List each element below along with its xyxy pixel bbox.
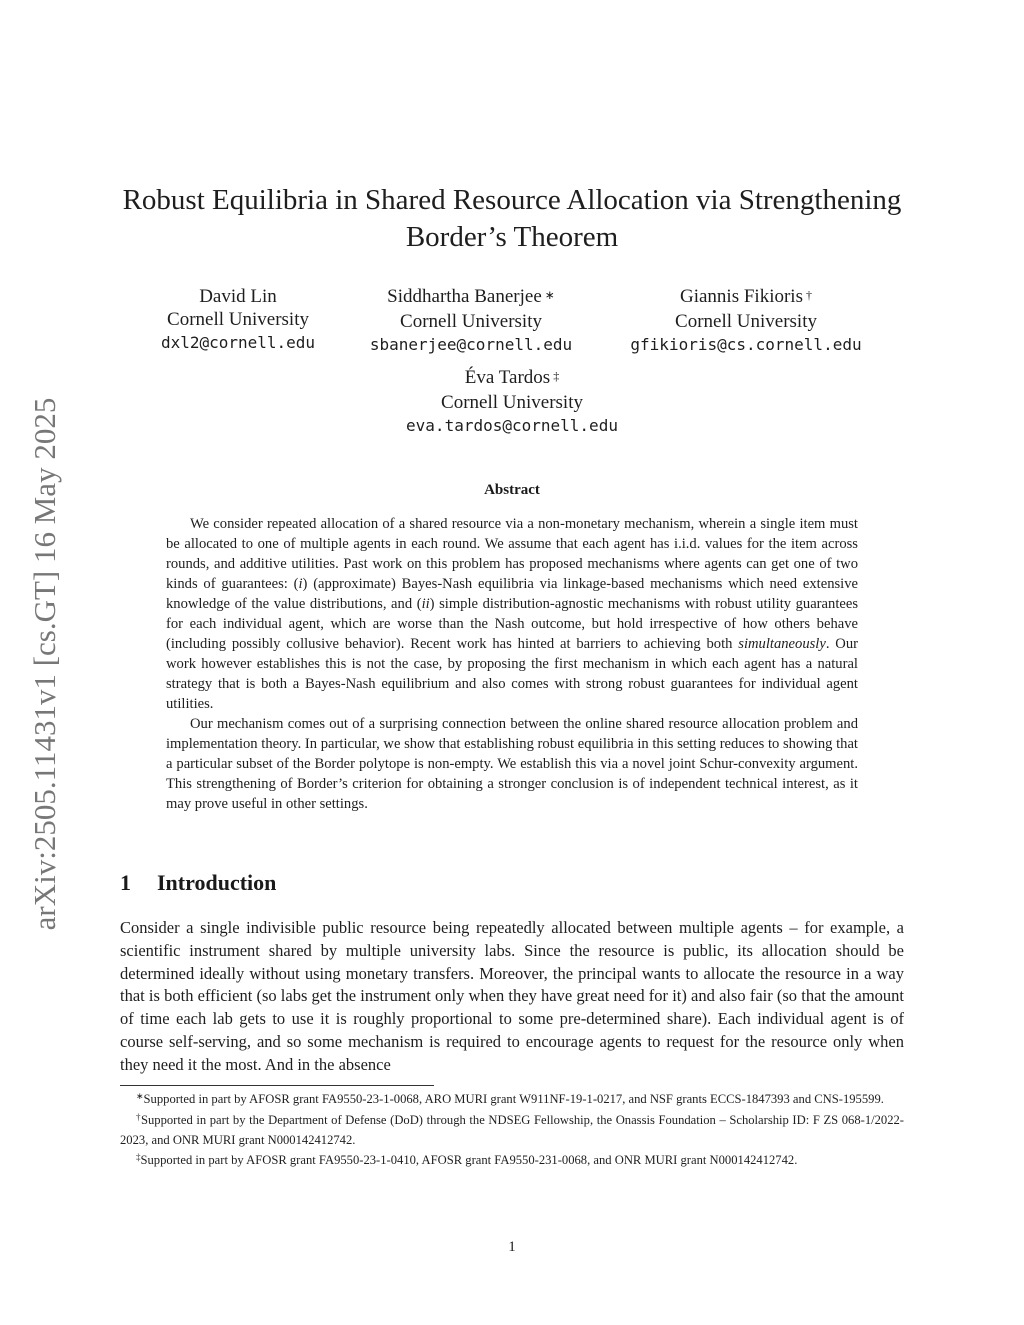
- footnote: †Supported in part by the Department of Defense (DoD) through the NDSEG Fellowship, the Onassis Foundation – Scholarship ID: F ZS 068-1/2022-2023, and ONR MURI grant N000142412742.: [120, 1111, 905, 1147]
- author-email[interactable]: dxl2@cornell.edu: [160, 333, 316, 352]
- arxiv-identifier-stamp: arXiv:2505.11431v1 [cs.GT] 16 May 2025: [27, 397, 62, 931]
- author-block: [138, 285, 338, 354]
- abstract-paragraph: We consider repeated allocation of a shared resource via a non-monetary mechanism, wherein a single item must be allocated to one of multiple agents in each round. We assume that each agent has i.i.d. values for the item across rounds, and additive utilities. Past work on this problem has proposed mechanisms where agents can get one of two kinds of guarantees: (i) (approximate) Bayes-Nash equilibria via linkage-based mechanisms which need extensive knowledge of the value distributions, and (ii) simple distribution-agnostic mechanisms with robust utility guarantees for each individual agent, which are worse than the Nash outcome, but hold irrespective of how others behave (including possibly collusive behavior). Recent work has hinted at barriers to achieving both simultaneously. Our work however establishes this is not the case, by proposing the first mechanism in which each agent has a natural strategy that is both a Bayes-Nash equilibrium and also comes with strong robust guarantees for individual agent utilities.: [166, 516, 859, 712]
- author-block: [356, 285, 586, 356]
- author-name: David Lin: [199, 286, 277, 307]
- author-email[interactable]: gfikioris@cs.cornell.edu: [630, 335, 862, 354]
- abstract-paragraph: Our mechanism comes out of a surprising connection between the online shared resource allocation problem and implementation theory. In particular, we show that establishing robust equilibria in this setting reduces to showing that a particular subset of the Border polytope is non-empty. We establish this via a novel joint Schur-convexity argument. This strengthening of Border’s criterion for obtaining a stronger conclusion is of independent technical interest, as it may prove useful in other settings.: [166, 716, 858, 812]
- footnotes: [120, 1090, 904, 1171]
- author-footnote-marker[interactable]: ‡: [553, 369, 560, 383]
- page-number: 1: [508, 1239, 516, 1255]
- footnote: ‡Supported in part by AFOSR grant FA9550-23-1-0410, AFOSR grant FA9550-231-0068, and ONR MURI grant N000142412742.: [136, 1151, 798, 1167]
- footnote: ∗Supported in part by AFOSR grant FA9550-23-1-0068, ARO MURI grant W911NF-19-1-0217, and NSF grants ECCS-1847393 and CNS-195599.: [136, 1091, 884, 1106]
- section-heading-introduction: [120, 869, 720, 897]
- author-affiliation: Cornell University: [400, 311, 542, 332]
- author-block: [616, 285, 876, 356]
- abstract-body: [166, 514, 858, 814]
- author-email[interactable]: eva.tardos@cornell.edu: [406, 416, 618, 435]
- footnote-divider: [120, 1085, 434, 1086]
- author-block: [392, 366, 632, 437]
- author-name: Siddhartha Banerjee ∗: [387, 286, 555, 307]
- section-title: Introduction: [157, 870, 277, 895]
- paper-title: Robust Equilibria in Shared Resource Allocation via Strengthening Border’s Theorem: [122, 184, 902, 253]
- author-name: Giannis Fikioris †: [680, 286, 812, 307]
- author-footnote-marker[interactable]: †: [805, 288, 812, 302]
- author-email[interactable]: sbanerjee@cornell.edu: [369, 335, 573, 354]
- author-affiliation: Cornell University: [167, 309, 309, 330]
- abstract-heading: Abstract: [484, 482, 540, 498]
- author-name: Éva Tardos ‡: [464, 367, 560, 388]
- introduction-paragraph: Consider a single indivisible public resource being repeatedly allocated between multiple agents – for example, a scientific instrument shared by multiple university labs. Since the resource is public, its allocation should be determined ideally without using monetary transfers. Moreover, the principal wants to allocate the resource in a way that is both efficient (so labs get the instrument only when they have great need for it) and also fair (so that the amount of time each lab gets to use it is roughly proportional to some pre-determined share). Each individual agent is of course self-serving, and so some mechanism is required to encourage agents to request for the resource only when they need it the most. And in the absence: [120, 918, 904, 1074]
- author-affiliation: Cornell University: [675, 311, 817, 332]
- author-affiliation: Cornell University: [441, 392, 583, 413]
- section-number: 1: [120, 870, 131, 895]
- author-footnote-marker[interactable]: ∗: [544, 288, 555, 302]
